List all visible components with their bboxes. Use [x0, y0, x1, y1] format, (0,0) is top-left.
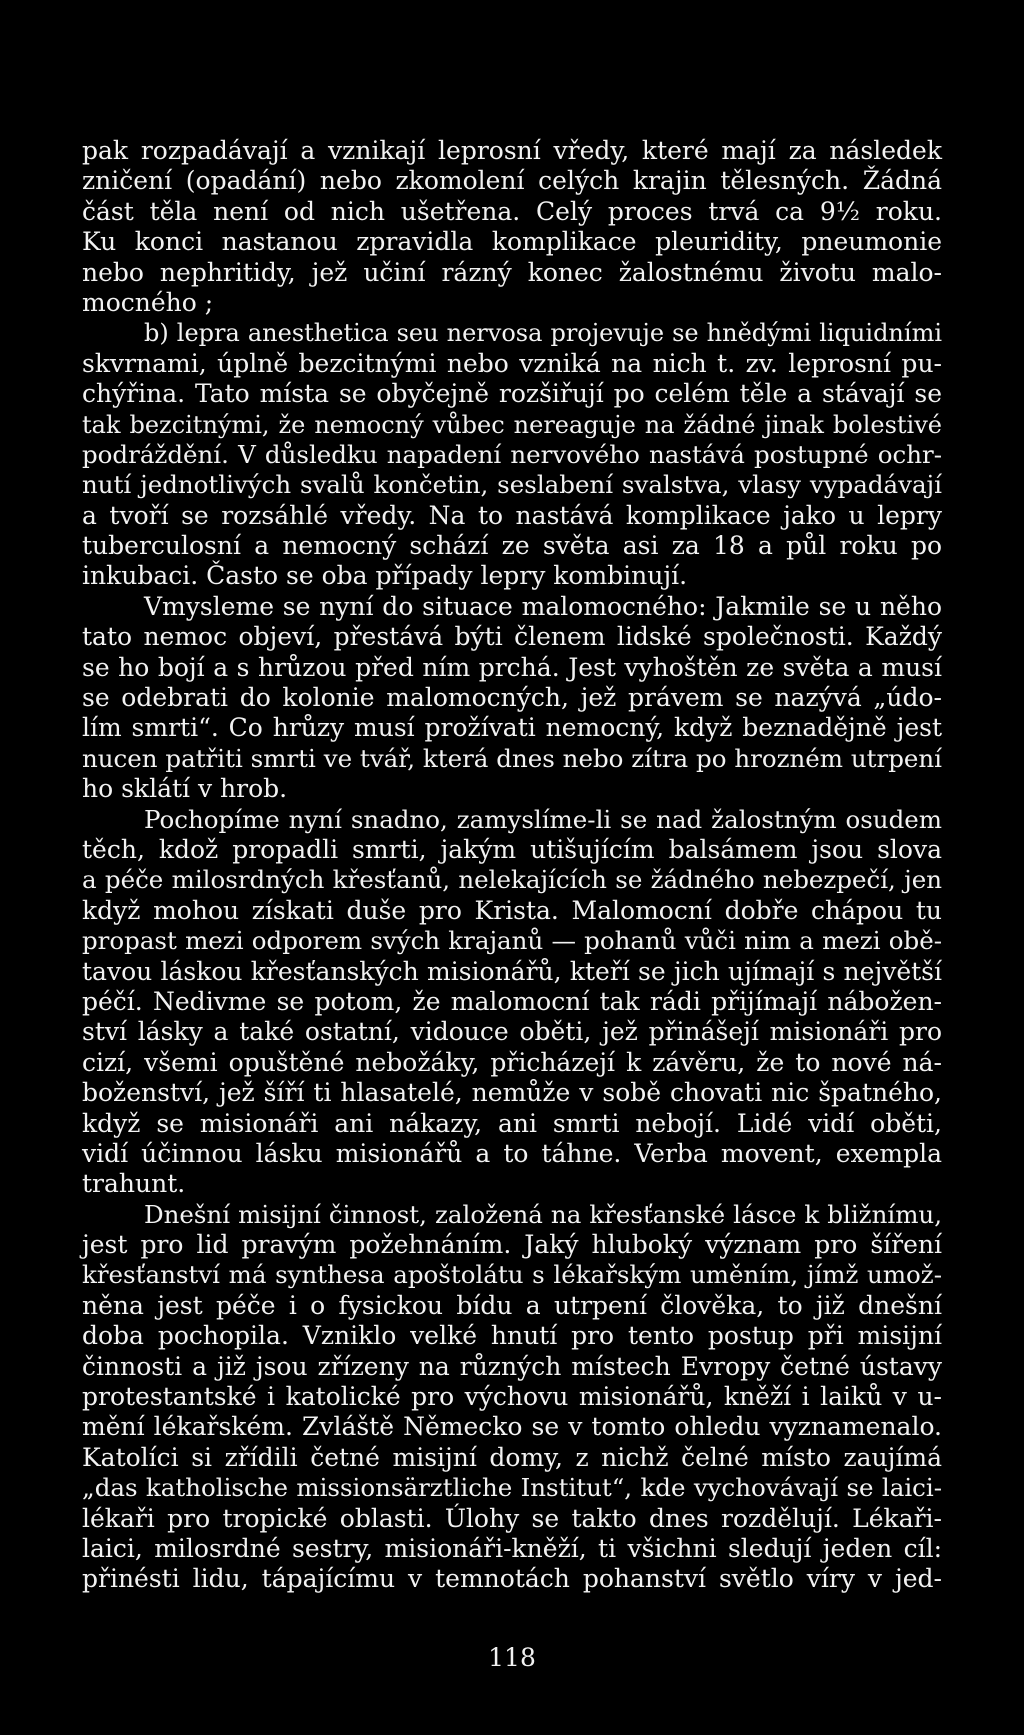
text-line: se odebrati do kolonie malomocných, jež právem se nazývá „údo-	[82, 683, 942, 713]
text-line: Dnešní misijní činnost, založená na křesťanské lásce k bližnímu,	[144, 1199, 942, 1229]
text-line: mění lékařském. Zvláště Německo se v tomto ohledu vyznamenalo.	[82, 1412, 942, 1442]
text-line: ho sklátí v hrob.	[82, 774, 288, 804]
text-line: když se misionáři ani nákazy, ani smrti nebojí. Lidé vidí oběti,	[82, 1108, 942, 1138]
text-line: boženství, jež šíří ti hlasatelé, nemůže v sobě chovati nic špatného,	[82, 1078, 942, 1108]
text-line: inkubaci. Často se oba případy lepry kombinují.	[82, 561, 688, 591]
text-line: tak bezcitnými, že nemocný vůbec nereaguje na žádné jinak bolestivé	[82, 410, 942, 439]
text-line: vidí účinnou lásku misionářů a to táhne. Verba movent, exempla	[82, 1138, 942, 1168]
text-line: lékaři pro tropické oblasti. Úlohy se takto dnes rozdělují. Lékaři-	[82, 1503, 942, 1533]
page-number: 118	[488, 1643, 536, 1672]
text-line: křesťanství má synthesa apoštolátu s lékařským uměním, jímž umož-	[82, 1260, 942, 1290]
text-line: Katolíci si zřídili četné misijní domy, z nichž čelné místo zaujímá	[82, 1442, 942, 1472]
text-line: tuberculosní a nemocný schází ze světa asi za 18 a půl roku po	[82, 531, 942, 561]
text-line: nebo nephritidy, jež učiní rázný konec žalostnému životu malo-	[82, 257, 942, 287]
text-line: protestantské i katolické pro výchovu misionářů, kněží i laiků v u-	[82, 1382, 942, 1412]
text-line: když mohou získati duše pro Krista. Malomocní dobře chápou tu	[82, 895, 942, 925]
text-line: tavou láskou křesťanských misionářů, kteří se jich ujímají s největší	[82, 956, 942, 986]
text-line: nucen patřiti smrti ve tvář, která dnes nebo zítra po hrozném utrpení	[82, 743, 942, 773]
text-line: jest pro lid pravým požehnáním. Jaký hluboký význam pro šíření	[82, 1230, 942, 1260]
text-line: část těla není od nich ušetřena. Celý proces trvá ca 9½ roku.	[82, 196, 942, 226]
text-line: Ku konci nastanou zpravidla komplikace pleuridity, pneumonie	[82, 227, 942, 257]
text-line: pak rozpadávají a vznikají leprosní vředy, které mají za následek	[82, 136, 942, 165]
text-line: skvrnami, úplně bezcitnými nebo vzniká na nich t. zv. leprosní pu-	[82, 348, 942, 378]
text-line: mocného ;	[82, 287, 214, 317]
text-line: b) lepra anesthetica seu nervosa projevuje se hnědými liquidními	[144, 319, 942, 348]
text-line: zničení (opadání) nebo zkomolení celých krajin tělesných. Žádná	[82, 166, 942, 196]
text-line: laici, milosrdné sestry, misionáři-kněží, ti všichni sledují jeden cíl:	[82, 1533, 942, 1563]
text-line: a péče milosrdných křesťanů, nelekajících se žádného nebezpečí, jen	[82, 865, 942, 895]
page-body	[82, 136, 942, 1595]
text-line: propast mezi odporem svých krajanů — pohanů vůči nim a mezi obě-	[82, 926, 942, 956]
text-line: a tvoří se rozsáhlé vředy. Na to nastává komplikace jako u lepry	[82, 500, 942, 530]
text-line: tato nemoc objeví, přestává býti členem lidské společnosti. Každý	[82, 622, 942, 652]
text-line: se ho bojí a s hrůzou před ním prchá. Jest vyhoštěn ze světa a musí	[82, 652, 942, 682]
text-line: péčí. Nedivme se potom, že malomocní tak rádi přijímají nábožen-	[82, 986, 942, 1016]
text-line: chýřina. Tato místa se obyčejně rozšiřují po celém těle a stávají se	[82, 379, 942, 409]
text-line: doba pochopila. Vzniklo velké hnutí pro tento postup při misijní	[82, 1321, 942, 1351]
text-line: přinésti lidu, tápajícímu v temnotách pohanství světlo víry v jed-	[82, 1564, 942, 1594]
text-line: „das katholische missionsärztliche Institut“, kde vychovávají se laici-	[82, 1473, 942, 1503]
text-line: těch, kdož propadli smrti, jakým utišujícím balsámem jsou slova	[82, 834, 942, 864]
text-line: trahunt.	[82, 1169, 186, 1199]
text-line: cizí, všemi opuštěné nebožáky, přicházejí k závěru, že to nové ná-	[82, 1047, 942, 1077]
text-line: Vmysleme se nyní do situace malomocného: Jakmile se u něho	[144, 591, 942, 621]
text-line: lím smrti“. Co hrůzy musí prožívati nemocný, když beznadějně jest	[82, 713, 942, 743]
text-line: činnosti a již jsou zřízeny na různých místech Evropy četné ústavy	[82, 1351, 942, 1381]
text-line: nutí jednotlivých svalů končetin, seslabení svalstva, vlasy vypadávají	[82, 470, 942, 500]
text-line: ství lásky a také ostatní, vidouce oběti, jež přinášejí misionáři pro	[82, 1017, 942, 1047]
text-line: Pochopíme nyní snadno, zamyslíme-li se nad žalostným osudem	[144, 804, 942, 834]
text-line: podráždění. V důsledku napadení nervového nastává postupné ochr-	[82, 439, 942, 469]
text-line: něna jest péče i o fysickou bídu a utrpení člověka, to již dnešní	[82, 1290, 942, 1320]
